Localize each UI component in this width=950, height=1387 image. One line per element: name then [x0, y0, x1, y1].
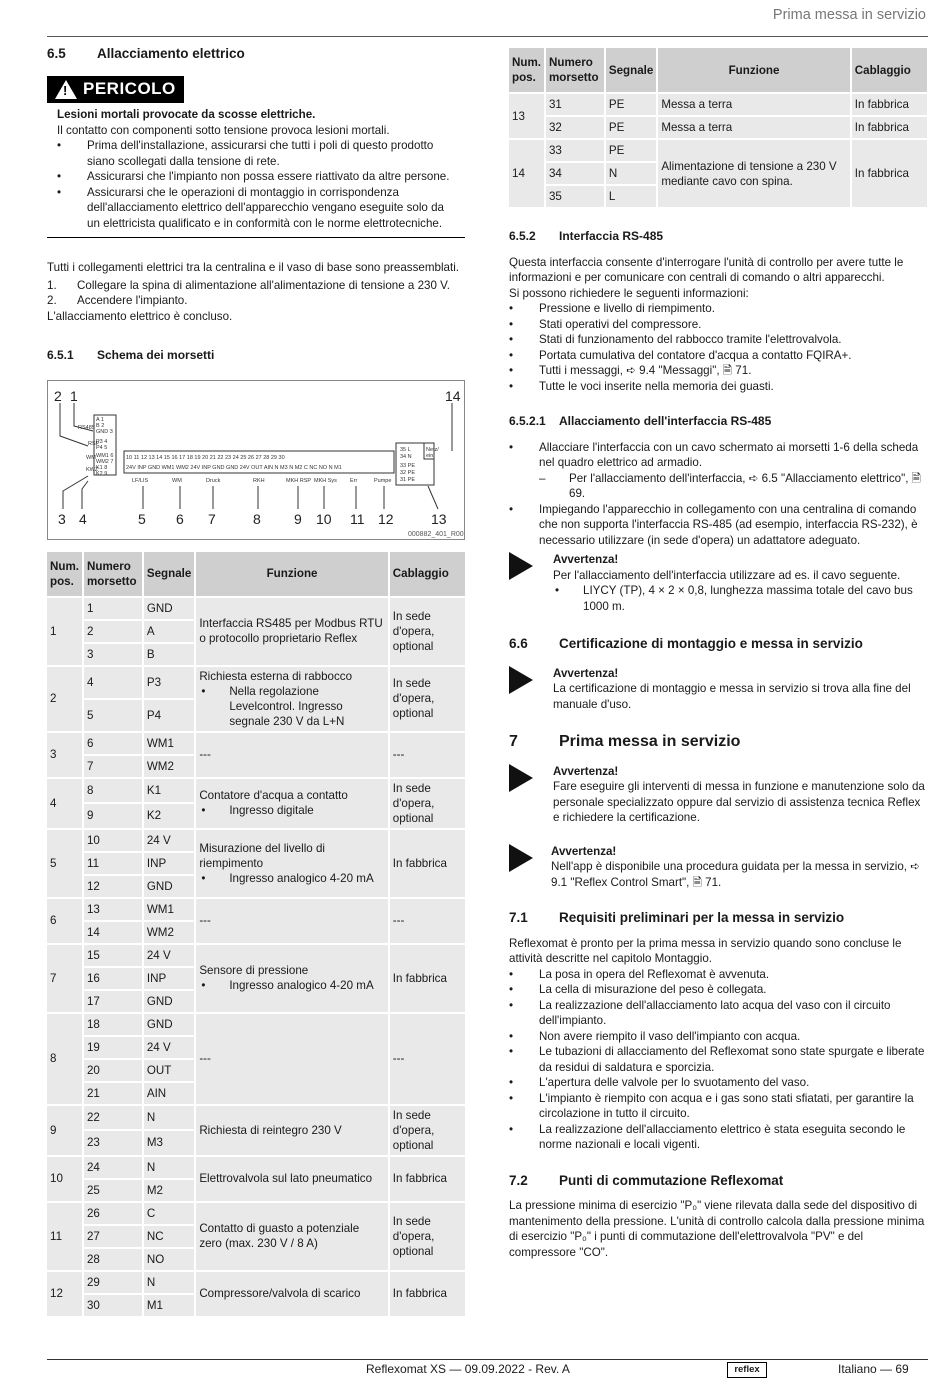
section-6-5-heading: 6.5 Allacciamento elettrico	[47, 46, 245, 61]
svg-text:ein: ein	[426, 452, 434, 459]
wiring-cell: In fabbrica	[390, 1272, 465, 1316]
signal-cell: NC	[144, 1226, 194, 1247]
terminal-cell: 18	[84, 1014, 142, 1035]
terminal-diagram	[47, 380, 465, 540]
signal-cell: C	[144, 1203, 194, 1224]
rs485-info-item: • Stati di funzionamento del rabbocco tramite l'elettrovalvola.	[509, 332, 927, 348]
signal-cell: PE	[606, 117, 656, 138]
section-7-2-heading: 7.2 Punti di commutazione Reflexomat	[509, 1172, 784, 1188]
diagram-label-8: 8	[253, 510, 261, 527]
diagram-label-7: 7	[208, 510, 216, 527]
svg-text:RS485: RS485	[78, 424, 95, 431]
svg-text:K2 9: K2 9	[96, 470, 108, 477]
table-header: Funzione	[658, 48, 849, 92]
wiring-cell: In sede d'opera, optional	[390, 598, 465, 665]
note-personnel	[509, 764, 927, 826]
pos-cell: 12	[47, 1272, 82, 1316]
terminal-cell: 4	[84, 667, 142, 698]
rs485-text: Questa interfaccia consente d'interrogare l'unità di controllo per avere tutte le informazioni e per comunicare con centrali di comando o altri apparecchi.	[509, 255, 904, 284]
danger-text: Il contatto con componenti sotto tensione provoca lesioni mortali.	[57, 123, 390, 137]
table-header: Funzione	[196, 552, 387, 596]
table-row	[47, 1157, 465, 1178]
function-cell: Interfaccia RS485 per Modbus RTU o protocollo proprietario Reflex	[196, 598, 387, 665]
signal-cell: WM1	[144, 733, 194, 754]
note-text: Fare eseguire gli interventi di messa in funzione e manutenzione solo da personale specializzato oppure dal servizio di assistenza tecnica Reflex e richiedere la certificazione.	[553, 780, 925, 824]
terminal-cell: 9	[84, 804, 142, 828]
svg-text:34 N: 34 N	[400, 453, 412, 460]
svg-text:A 1: A 1	[96, 416, 104, 423]
pos-cell: 5	[47, 830, 82, 897]
reflex-logo: reflex	[727, 1362, 767, 1378]
footer-page: Italiano — 69	[838, 1362, 909, 1376]
rs485-text-2: Si possono richiedere le seguenti informazioni:	[509, 286, 749, 300]
requirement-item: • La realizzazione dell'allacciamento elettrico è stata eseguita secondo le norme nazionali e locali vigenti.	[509, 1122, 927, 1153]
svg-text:K1 8: K1 8	[96, 464, 108, 471]
wiring-cell: In fabbrica	[852, 117, 927, 138]
terminal-cell: 35	[546, 186, 604, 207]
function-cell: ---	[196, 733, 387, 777]
signal-cell: WM2	[144, 922, 194, 943]
signal-cell: M2	[144, 1180, 194, 1201]
signal-cell: K2	[144, 804, 194, 828]
signal-cell: GND	[144, 876, 194, 897]
signal-cell: P4	[144, 700, 194, 731]
wiring-cell: In sede d'opera, optional	[390, 667, 465, 731]
requirement-item: • L'apertura delle valvole per lo svuotamento del vaso.	[509, 1075, 927, 1091]
warning-triangle-icon	[55, 80, 77, 99]
table-row	[47, 779, 465, 803]
switching-points-text: La pressione minima di esercizio "P₀" viene rilevata dalla sede del dispositivo di mantenimento della pressione. L'unità di controllo calcola dalla pressione minima di esercizio "P₀" i punti di commutazione dell'elettrovalvola "PV" e del compressore "CO".	[509, 1199, 925, 1259]
diagram-code: 000882_401_R00	[408, 530, 464, 538]
signal-cell: GND	[144, 1014, 194, 1035]
terminal-cell: 23	[84, 1131, 142, 1155]
note-title: Avvertenza!	[551, 844, 617, 858]
svg-text:RKH: RKH	[253, 477, 265, 484]
terminal-cell: 26	[84, 1203, 142, 1224]
diagram-label-13: 13	[431, 510, 447, 527]
danger-list-item: • Prima dell'installazione, assicurarsi che tutti i poli di questo prodotto siano scollegati dalla tensione di rete.	[57, 138, 455, 169]
table-header: Numero morsetto	[84, 552, 142, 596]
note-title: Avvertenza!	[553, 553, 619, 566]
table-row	[47, 1203, 465, 1224]
signal-cell: 24 V	[144, 1037, 194, 1058]
pos-cell: 13	[509, 94, 544, 138]
svg-text:WM2 7: WM2 7	[96, 458, 114, 465]
note-title: Avvertenza!	[553, 764, 619, 778]
rs485-connect-item: • Allacciare l'interfaccia con un cavo schermato ai morsetti 1-6 della scheda nel quadro elettrico ad armadio. – Per l'allacciamento dell'interfaccia, ➪ 6.5 "Allacciamento elettrico", 🗎 69.	[509, 440, 927, 502]
terminal-table-left	[45, 550, 467, 1318]
terminal-cell: 27	[84, 1226, 142, 1247]
table-header: Numero morsetto	[546, 48, 604, 92]
signal-cell: N	[144, 1272, 194, 1293]
page-header-title: Prima messa in servizio	[772, 7, 926, 23]
danger-list-item: • Assicurarsi che le operazioni di montaggio in corrispondenza dell'allacciamento elettrico dell'apparecchio vengano eseguite solo da un elettricista qualificato e in conformità con le norme elettrotecniche.	[57, 185, 455, 232]
svg-text:WM: WM	[86, 454, 96, 461]
requirement-item: • La posa in opera del Reflexomat è avvenuta.	[509, 967, 927, 983]
signal-cell: M3	[144, 1131, 194, 1155]
wiring-cell: In fabbrica	[390, 830, 465, 897]
signal-cell: WM1	[144, 899, 194, 920]
diagram-label-11: 11	[350, 510, 365, 527]
signal-cell: INP	[144, 853, 194, 874]
table-header: Num. pos.	[509, 48, 544, 92]
wiring-cell: In sede d'opera, optional	[390, 1106, 465, 1155]
rs485-info-item: • Tutti i messaggi, ➪ 9.4 "Messaggi", 🗎 71.	[509, 363, 927, 379]
svg-text:LF/LIS: LF/LIS	[132, 477, 149, 484]
note-sub: • LIYCY (TP), 4 × 2 × 0,8, lunghezza massima totale del cavo bus 1000 m.	[553, 583, 927, 614]
wiring-cell: ---	[390, 1014, 465, 1104]
note-arrow-icon	[509, 764, 533, 792]
wiring-cell: ---	[390, 733, 465, 777]
terminal-cell: 13	[84, 899, 142, 920]
table-header: Segnale	[606, 48, 656, 92]
pos-cell: 10	[47, 1157, 82, 1201]
table-row	[509, 140, 927, 161]
wiring-cell: In fabbrica	[390, 945, 465, 1012]
diagram-label-5: 5	[138, 510, 146, 527]
table-row	[47, 899, 465, 920]
terminal-cell: 34	[546, 163, 604, 184]
svg-text:24V INP GND WM1 WM2 24V INP GN: 24V INP GND WM1 WM2 24V INP GND GND 24V OUT AIN N M3 N M2 C NC NO N M1	[126, 464, 342, 471]
function-cell: Richiesta di reintegro 230 V	[196, 1106, 387, 1155]
terminal-cell: 3	[84, 644, 142, 665]
diagram-label-10: 10	[316, 510, 332, 527]
requirement-item: • Le tubazioni di allacciamento del Reflexomat sono state spurgate e liberate da residui di saldatura e sporcizia.	[509, 1044, 927, 1075]
wiring-cell: ---	[390, 899, 465, 943]
diagram-label-1: 1	[70, 387, 78, 404]
svg-text:Netz/: Netz/	[426, 446, 439, 453]
note-arrow-icon	[509, 552, 533, 580]
note-title: Avvertenza!	[553, 666, 619, 680]
danger-label: ! PERICOLO	[47, 76, 184, 103]
wiring-cell: In sede d'opera, optional	[390, 1203, 465, 1270]
function-cell: Contatto di guasto a potenziale zero (max. 230 V / 8 A)	[196, 1203, 387, 1270]
terminal-cell: 31	[546, 94, 604, 115]
table-header: Cablaggio	[852, 48, 927, 92]
wiring-cell: In fabbrica	[852, 140, 927, 207]
terminal-cell: 6	[84, 733, 142, 754]
svg-text:P4 5: P4 5	[96, 444, 108, 451]
terminal-cell: 5	[84, 700, 142, 731]
section-7-1-heading: 7.1 Requisiti preliminari per la messa in servizio	[509, 910, 845, 925]
signal-cell: N	[606, 163, 656, 184]
rs485-connect-item: • Impiegando l'apparecchio in collegamento con una centralina di comando che non supporta l'interfaccia RS-485 (ad esempio, interfaccia RS-232), è necessario utilizzare (in sede d'opera) un adattatore adeguato.	[509, 502, 927, 549]
svg-text:B 2: B 2	[96, 422, 105, 429]
terminal-cell: 7	[84, 756, 142, 777]
terminal-cell: 11	[84, 853, 142, 874]
intro-text: Tutti i collegamenti elettrici tra la centralina e il vaso di base sono preassemblati.	[47, 261, 459, 274]
table-header: Segnale	[144, 552, 194, 596]
table-row	[47, 598, 465, 619]
signal-cell: B	[144, 644, 194, 665]
function-cell: Misurazione del livello di riempimento • Ingresso analogico 4-20 mA	[196, 830, 387, 897]
note-cable	[509, 552, 927, 614]
svg-text:WM1 6: WM1 6	[96, 452, 114, 459]
left-column	[47, 46, 465, 1318]
pos-cell: 3	[47, 733, 82, 777]
section-6-5-1-heading: 6.5.1 Schema dei morsetti	[47, 348, 215, 362]
wiring-cell: In fabbrica	[390, 1157, 465, 1201]
requirement-item: • La realizzazione dell'allacciamento lato acqua del vaso con il circuito dell'impianto.	[509, 998, 927, 1029]
diagram-label-14: 14	[445, 387, 461, 404]
requirements-text: Reflexomat è pronto per la prima messa in servizio quando sono concluse le attività descritte nel capitolo Montaggio.	[509, 936, 902, 965]
svg-text:MKH RSP: MKH RSP	[286, 477, 312, 484]
rs485-info-item: • Pressione e livello di riempimento.	[509, 301, 927, 317]
diagram-label-3: 3	[58, 510, 66, 527]
svg-text:31 PE: 31 PE	[400, 476, 415, 483]
svg-text:Druck: Druck	[206, 477, 221, 484]
terminal-cell: 22	[84, 1106, 142, 1130]
function-cell: Alimentazione di tensione a 230 V mediante cavo con spina.	[658, 140, 849, 207]
svg-text:Pumpe: Pumpe	[374, 477, 392, 484]
terminal-cell: 28	[84, 1249, 142, 1270]
terminal-diagram-svg	[48, 381, 466, 541]
rs485-connect-list	[509, 440, 927, 549]
diagram-label-2: 2	[54, 387, 62, 404]
table-row	[509, 117, 927, 138]
terminal-cell: 8	[84, 779, 142, 803]
svg-text:WM: WM	[172, 477, 182, 484]
function-cell: Compressore/valvola di scarico	[196, 1272, 387, 1316]
signal-cell: L	[606, 186, 656, 207]
signal-cell: M1	[144, 1295, 194, 1316]
signal-cell: OUT	[144, 1060, 194, 1081]
section-6-5-2-heading: 6.5.2 Interfaccia RS-485	[509, 229, 664, 243]
signal-cell: PE	[606, 94, 656, 115]
pos-cell: 7	[47, 945, 82, 1012]
danger-list	[57, 138, 455, 231]
svg-text:GND 3: GND 3	[96, 428, 113, 435]
svg-text:10 11 12 13 14 15 16 17 18: 10 11 12 13 14 15 16 17 18 19 20 21 22 23 24 25 26 27 28 29 30	[126, 454, 285, 461]
svg-text:P3 4: P3 4	[96, 438, 108, 445]
terminal-cell: 24	[84, 1157, 142, 1178]
svg-text:KWZ: KWZ	[86, 466, 99, 473]
section-7-heading: 7 Prima messa in servizio	[509, 733, 741, 750]
svg-text:32 PE: 32 PE	[400, 469, 415, 476]
terminal-cell: 29	[84, 1272, 142, 1293]
terminal-cell: 15	[84, 945, 142, 966]
signal-cell: A	[144, 621, 194, 642]
diagram-label-9: 9	[294, 510, 302, 527]
function-cell: Messa a terra	[658, 117, 849, 138]
note-app	[509, 844, 927, 891]
rs485-info-item: • Portata cumulativa del contatore d'acqua a contatto FQIRA+.	[509, 348, 927, 364]
signal-cell: AIN	[144, 1083, 194, 1104]
note-arrow-icon	[509, 666, 533, 694]
terminal-cell: 20	[84, 1060, 142, 1081]
signal-cell: WM2	[144, 756, 194, 777]
terminal-cell: 16	[84, 968, 142, 989]
signal-cell: 24 V	[144, 945, 194, 966]
wiring-cell: In sede d'opera, optional	[390, 779, 465, 828]
function-cell: Sensore di pressione • Ingresso analogico 4-20 mA	[196, 945, 387, 1012]
function-cell: Elettrovalvola sul lato pneumatico	[196, 1157, 387, 1201]
terminal-cell: 32	[546, 117, 604, 138]
signal-cell: PE	[606, 140, 656, 161]
done-text: L'allacciamento elettrico è concluso.	[47, 309, 233, 323]
requirement-item: • L'impianto è riempito con acqua e i gas sono stati sfiatati, per garantire la circolazione in tutto il circuito.	[509, 1091, 927, 1122]
rs485-info-list	[509, 301, 927, 394]
terminal-table-right	[507, 46, 929, 209]
steps-list	[47, 278, 465, 309]
step-item: 2. Accendere l'impianto.	[47, 294, 188, 307]
requirement-item: • La cella di misurazione del peso è collegata.	[509, 982, 927, 998]
table-header: Cablaggio	[390, 552, 465, 596]
table-row	[47, 733, 465, 754]
danger-lead: Lesioni mortali provocate da scosse elettriche.	[57, 108, 316, 121]
svg-text:33 PE: 33 PE	[400, 462, 415, 469]
function-cell: ---	[196, 1014, 387, 1104]
pos-cell: 4	[47, 779, 82, 828]
signal-cell: N	[144, 1106, 194, 1130]
table-row	[509, 94, 927, 115]
signal-cell: GND	[144, 598, 194, 619]
pos-cell: 8	[47, 1014, 82, 1104]
danger-block	[47, 76, 465, 239]
footer-doc: Reflexomat XS — 09.09.2022 - Rev. A	[366, 1362, 570, 1376]
rs485-info-item: • Stati operativi del compressore.	[509, 317, 927, 333]
signal-cell: K1	[144, 779, 194, 803]
requirement-item: • Non avere riempito il vaso dell'impianto con acqua.	[509, 1029, 927, 1045]
section-6-5-2-1-heading: 6.5.2.1 Allacciamento dell'interfaccia RS-485	[509, 414, 772, 428]
terminal-cell: 25	[84, 1180, 142, 1201]
svg-text:35 L: 35 L	[400, 446, 411, 453]
terminal-cell: 17	[84, 991, 142, 1012]
section-6-6-heading: 6.6 Certificazione di montaggio e messa in servizio	[509, 636, 863, 651]
step-item: 1. Collegare la spina di alimentazione all'alimentazione di tensione a 230 V.	[47, 278, 451, 292]
rs485-connect-ref: – Per l'allacciamento dell'interfaccia, ➪ 6.5 "Allacciamento elettrico", 🗎 69.	[539, 471, 927, 502]
table-row	[47, 1106, 465, 1130]
function-cell: Richiesta esterna di rabbocco • Nella regolazione Levelcontrol. Ingresso segnale 230 V da L+N	[196, 667, 387, 731]
terminal-cell: 1	[84, 598, 142, 619]
pos-cell: 14	[509, 140, 544, 207]
note-text: La certificazione di montaggio e messa in servizio si trova alla fine del manuale d'uso.	[553, 682, 911, 711]
diagram-label-12: 12	[378, 510, 394, 527]
pos-cell: 1	[47, 598, 82, 665]
terminal-cell: 12	[84, 876, 142, 897]
note-text: Per l'allacciamento dell'interfaccia utilizzare ad es. il cavo seguente.	[553, 568, 901, 582]
header-divider	[47, 36, 928, 37]
signal-cell: GND	[144, 991, 194, 1012]
footer-divider	[47, 1359, 928, 1360]
pos-cell: 6	[47, 899, 82, 943]
diagram-label-4: 4	[79, 510, 87, 527]
terminal-cell: 2	[84, 621, 142, 642]
signal-cell: N	[144, 1157, 194, 1178]
terminal-cell: 19	[84, 1037, 142, 1058]
signal-cell: 24 V	[144, 830, 194, 851]
terminal-cell: 21	[84, 1083, 142, 1104]
function-cell: ---	[196, 899, 387, 943]
signal-cell: INP	[144, 968, 194, 989]
note-arrow-icon	[509, 844, 533, 872]
pos-cell: 2	[47, 667, 82, 731]
right-column	[509, 46, 927, 1260]
rs485-info-item: • Tutte le voci inserite nella memoria dei guasti.	[509, 379, 927, 395]
signal-cell: P3	[144, 667, 194, 698]
function-cell: Messa a terra	[658, 94, 849, 115]
svg-text:RSP: RSP	[88, 440, 100, 447]
pos-cell: 9	[47, 1106, 82, 1155]
table-header: Num. pos.	[47, 552, 82, 596]
terminal-cell: 14	[84, 922, 142, 943]
table-row	[47, 1272, 465, 1293]
requirements-list	[509, 967, 927, 1153]
function-cell: Contatore d'acqua a contatto • Ingresso digitale	[196, 779, 387, 828]
note-certification	[509, 666, 927, 713]
terminal-cell: 10	[84, 830, 142, 851]
diagram-label-6: 6	[176, 510, 184, 527]
pos-cell: 11	[47, 1203, 82, 1270]
table-row	[47, 1014, 465, 1035]
table-row	[47, 830, 465, 851]
signal-cell: NO	[144, 1249, 194, 1270]
note-text: Nell'app è disponibile una procedura guidata per la messa in servizio, ➪ 9.1 "Reflex Control Smart", 🗎 71.	[551, 860, 920, 889]
terminal-cell: 30	[84, 1295, 142, 1316]
table-row	[47, 667, 465, 698]
danger-box	[47, 103, 465, 238]
danger-list-item: • Assicurarsi che l'impianto non possa essere riattivato da altre persone.	[57, 169, 455, 185]
svg-text:Err: Err	[350, 477, 358, 484]
svg-text:MKH Sys: MKH Sys	[314, 477, 337, 484]
table-row	[47, 945, 465, 966]
terminal-cell: 33	[546, 140, 604, 161]
wiring-cell: In fabbrica	[852, 94, 927, 115]
